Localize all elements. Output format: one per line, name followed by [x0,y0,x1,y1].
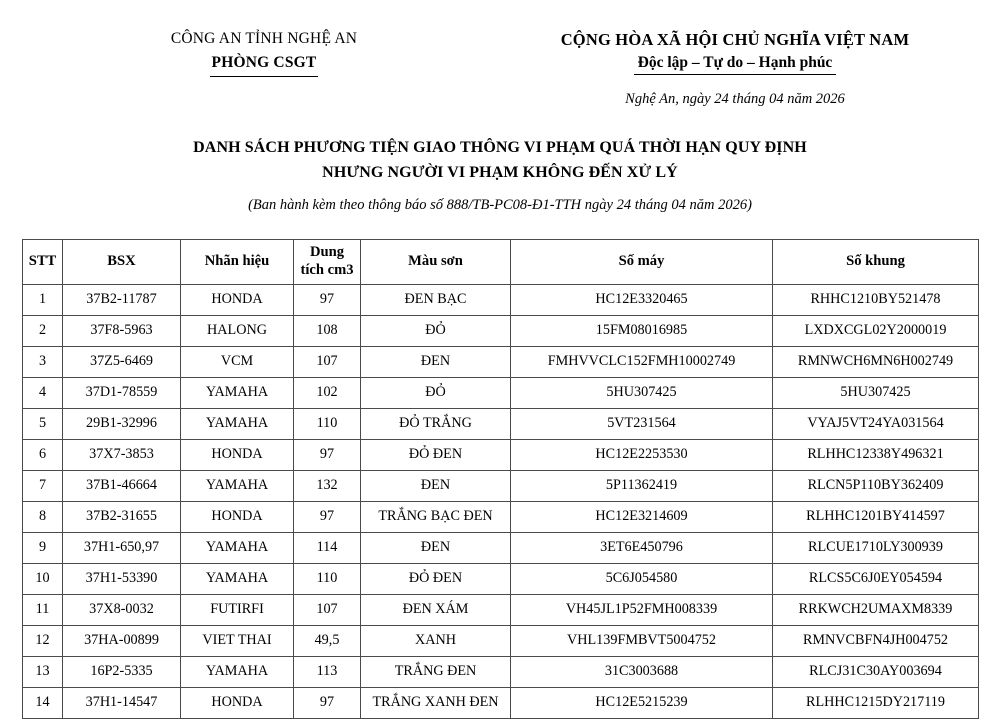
cell-bsx: 29B1-32996 [63,408,181,439]
cell-brand: HONDA [181,439,294,470]
cell-cc: 97 [294,284,361,315]
cell-cc: 49,5 [294,625,361,656]
cell-brand: YAMAHA [181,563,294,594]
cell-stt: 8 [23,501,63,532]
place-and-date: Nghệ An, ngày 24 tháng 04 năm 2026 [625,90,845,107]
cell-engine: VH45JL1P52FMH008339 [511,594,773,625]
cell-engine: HC12E3320465 [511,284,773,315]
cell-color: ĐỎ ĐEN [361,563,511,594]
cell-color: ĐEN [361,470,511,501]
cell-color: ĐEN [361,346,511,377]
cell-engine: HC12E5215239 [511,687,773,718]
cell-cc: 102 [294,377,361,408]
cell-engine: FMHVVCLC152FMH10002749 [511,346,773,377]
national-title: CỘNG HÒA XÃ HỘI CHỦ NGHĨA VIỆT NAM [560,30,910,49]
page-title-line-2: NHƯNG NGƯỜI VI PHẠM KHÔNG ĐẾN XỬ LÝ [322,163,678,181]
cell-bsx: 37HA-00899 [63,625,181,656]
table-row [23,346,979,377]
cell-cc: 97 [294,439,361,470]
cell-stt: 7 [23,470,63,501]
cell-engine: 31C3003688 [511,656,773,687]
column-header-color: Màu sơn [361,239,511,284]
cell-cc: 110 [294,563,361,594]
cell-brand: YAMAHA [181,532,294,563]
table-row [23,563,979,594]
page-title-line-1: DANH SÁCH PHƯƠNG TIỆN GIAO THÔNG VI PHẠM QUÁ THỜI HẠN QUY ĐỊNH [193,138,807,156]
issuing-authority-block [24,28,494,77]
cell-engine: HC12E2253530 [511,439,773,470]
cell-cc: 107 [294,346,361,377]
table-row [23,408,979,439]
cell-frame: RLCS5C6J0EY054594 [773,563,979,594]
cell-frame: RMNVCBFN4JH004752 [773,625,979,656]
table-row [23,284,979,315]
document-title-block [0,136,1000,214]
column-header-frame: Số khung [773,239,979,284]
cell-frame: RLHHC12338Y496321 [773,439,979,470]
cell-brand: FUTIRFI [181,594,294,625]
page-subtitle-reference: (Ban hành kèm theo thông báo số 888/TB-PC08-Đ1-TTH ngày 24 tháng 04 năm 2026) [248,196,752,213]
table-row [23,315,979,346]
cell-bsx: 37Z5-6469 [63,346,181,377]
cell-color: ĐEN BẠC [361,284,511,315]
cell-cc: 108 [294,315,361,346]
cell-stt: 10 [23,563,63,594]
cell-bsx: 37H1-650,97 [63,532,181,563]
table-row [23,656,979,687]
cell-stt: 1 [23,284,63,315]
cell-brand: YAMAHA [181,408,294,439]
cell-color: ĐEN XÁM [361,594,511,625]
cell-cc: 107 [294,594,361,625]
column-header-cc-line1: Dung [309,244,345,261]
cell-brand: YAMAHA [181,377,294,408]
cell-color: ĐEN [361,532,511,563]
table-row [23,532,979,563]
cell-engine: 5HU307425 [511,377,773,408]
column-header-engine: Số máy [511,239,773,284]
national-heading-block [494,28,976,108]
cell-engine: VHL139FMBVT5004752 [511,625,773,656]
cell-bsx: 16P2-5335 [63,656,181,687]
cell-frame: LXDXCGL02Y2000019 [773,315,979,346]
table-row [23,594,979,625]
authority-province-line: CÔNG AN TỈNH NGHỆ AN [170,30,358,47]
table-row [23,470,979,501]
table-header-row [23,239,979,284]
cell-cc: 110 [294,408,361,439]
cell-frame: RLCUE1710LY300939 [773,532,979,563]
cell-cc: 97 [294,501,361,532]
table-row [23,377,979,408]
cell-color: ĐỎ TRẮNG [361,408,511,439]
cell-color: ĐỎ ĐEN [361,439,511,470]
table-header [23,239,979,284]
cell-bsx: 37D1-78559 [63,377,181,408]
cell-bsx: 37B2-11787 [63,284,181,315]
document-header [0,0,1000,108]
cell-frame: RLCN5P110BY362409 [773,470,979,501]
cell-engine: 5VT231564 [511,408,773,439]
cell-stt: 6 [23,439,63,470]
table-body [23,284,979,718]
cell-bsx: 37F8-5963 [63,315,181,346]
cell-cc: 114 [294,532,361,563]
cell-color: ĐỎ [361,377,511,408]
cell-stt: 3 [23,346,63,377]
cell-color: XANH [361,625,511,656]
cell-brand: HONDA [181,501,294,532]
cell-stt: 5 [23,408,63,439]
cell-stt: 2 [23,315,63,346]
cell-brand: HONDA [181,284,294,315]
cell-brand: YAMAHA [181,656,294,687]
cell-bsx: 37H1-14547 [63,687,181,718]
cell-frame: RMNWCH6MN6H002749 [773,346,979,377]
cell-engine: 5P11362419 [511,470,773,501]
cell-stt: 9 [23,532,63,563]
cell-brand: VCM [181,346,294,377]
authority-department-line: PHÒNG CSGT [210,52,319,76]
cell-stt: 12 [23,625,63,656]
national-motto: Độc lập – Tự do – Hạnh phúc [634,54,837,75]
cell-stt: 13 [23,656,63,687]
cell-color: TRẮNG BẠC ĐEN [361,501,511,532]
cell-bsx: 37B2-31655 [63,501,181,532]
cell-brand: YAMAHA [181,470,294,501]
cell-bsx: 37H1-53390 [63,563,181,594]
cell-brand: HALONG [181,315,294,346]
cell-frame: VYAJ5VT24YA031564 [773,408,979,439]
cell-frame: RRKWCH2UMAXM8339 [773,594,979,625]
violations-table-container [22,239,978,719]
cell-bsx: 37X7-3853 [63,439,181,470]
column-header-cc [294,239,361,284]
cell-bsx: 37B1-46664 [63,470,181,501]
violations-table [22,239,979,719]
cell-engine: 5C6J054580 [511,563,773,594]
cell-brand: HONDA [181,687,294,718]
cell-cc: 97 [294,687,361,718]
cell-cc: 132 [294,470,361,501]
cell-brand: VIET THAI [181,625,294,656]
cell-cc: 113 [294,656,361,687]
cell-engine: 15FM08016985 [511,315,773,346]
table-row [23,439,979,470]
cell-stt: 4 [23,377,63,408]
cell-color: TRẮNG XANH ĐEN [361,687,511,718]
column-header-stt: STT [23,239,63,284]
cell-color: TRẮNG ĐEN [361,656,511,687]
column-header-brand: Nhãn hiệu [181,239,294,284]
cell-frame: RLCJ31C30AY003694 [773,656,979,687]
column-header-cc-line2: tích cm3 [300,261,354,278]
table-row [23,625,979,656]
cell-frame: RHHC1210BY521478 [773,284,979,315]
table-row [23,501,979,532]
cell-frame: RLHHC1215DY217119 [773,687,979,718]
cell-stt: 11 [23,594,63,625]
cell-bsx: 37X8-0032 [63,594,181,625]
table-row [23,687,979,718]
cell-engine: 3ET6E450796 [511,532,773,563]
column-header-bsx: BSX [63,239,181,284]
cell-frame: RLHHC1201BY414597 [773,501,979,532]
cell-frame: 5HU307425 [773,377,979,408]
cell-color: ĐỎ [361,315,511,346]
cell-engine: HC12E3214609 [511,501,773,532]
cell-stt: 14 [23,687,63,718]
